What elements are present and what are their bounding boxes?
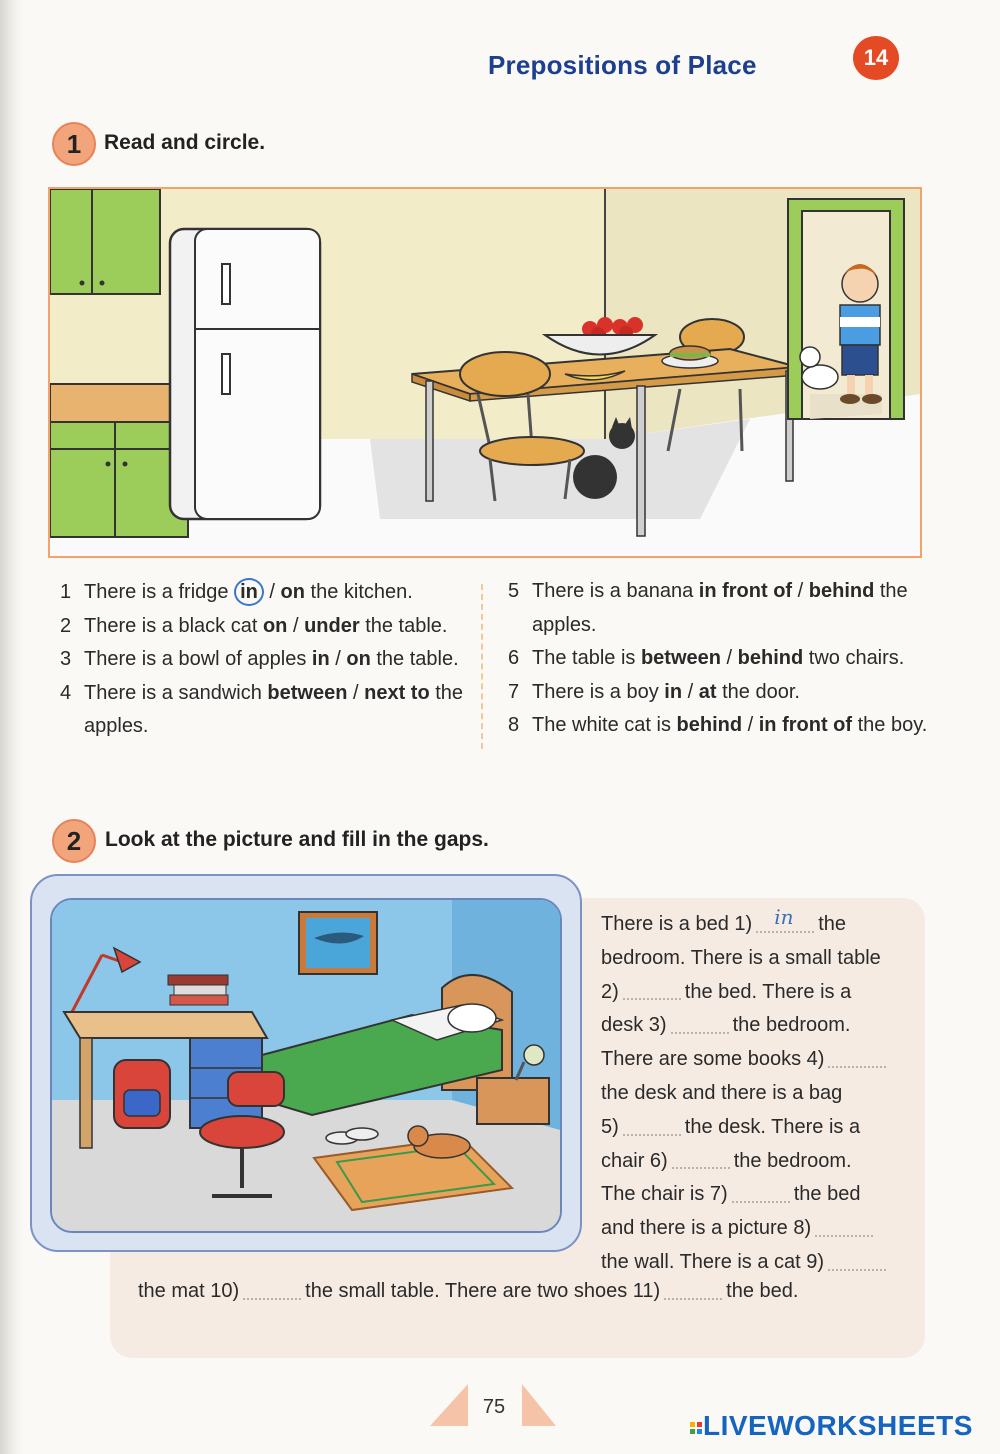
gap-line-1: There is a bed 1) in the <box>601 908 901 942</box>
exercise-1-item-5: 5 There is a banana in front of / behind the apples. <box>508 580 908 636</box>
exercise-1-item-4: 4 There is a sandwich between / next to the apples. <box>60 681 464 737</box>
option-1[interactable]: on <box>262 614 288 637</box>
page-title: Prepositions of Place <box>488 50 757 80</box>
option-1[interactable]: between <box>267 681 348 704</box>
gap-4[interactable] <box>828 1052 886 1068</box>
exercise-1-item-8: 8 The white cat is behind / in front of the boy. <box>508 714 928 736</box>
exercise-1-left-column <box>60 576 470 744</box>
option-2[interactable]: at <box>698 680 717 703</box>
gap-line-4: desk 3) the bedroom. <box>601 1014 851 1037</box>
gap-line-8: chair 6) the bedroom. <box>601 1149 852 1172</box>
gap-line-10: and there is a picture 8) <box>601 1212 901 1246</box>
option-1[interactable]: in front of <box>698 580 793 602</box>
option-2[interactable]: in front of <box>758 714 853 736</box>
option-2[interactable]: under <box>304 614 360 637</box>
option-1[interactable]: in <box>311 648 330 670</box>
option-2[interactable]: behind <box>808 580 875 602</box>
exercise-1-instruction: Read and circle. <box>104 131 266 154</box>
exercise-2-number: 2 <box>52 819 96 863</box>
gap-line-11: the wall. There is a cat 9) <box>601 1246 901 1280</box>
exercise-1-number: 1 <box>52 122 96 166</box>
page-tab-right <box>522 1384 556 1426</box>
gap-2[interactable] <box>623 984 681 1000</box>
page-tab-left <box>430 1384 468 1426</box>
gap-line-12: the mat 10) the small table. There are two shoes 11) the bed. <box>138 1280 799 1302</box>
gap-9[interactable] <box>828 1255 886 1271</box>
option-1[interactable]: in <box>664 680 683 703</box>
gap-5[interactable] <box>623 1120 681 1136</box>
gap-line-3: 2) the bed. There is a <box>601 980 852 1003</box>
exercise-1-right-column <box>508 575 938 743</box>
liveworksheets-logo: LIVEWORKSHEETS <box>690 1410 973 1442</box>
option-2[interactable]: behind <box>737 647 804 669</box>
gap-6[interactable] <box>672 1153 730 1169</box>
exercise-2-text <box>601 904 901 1280</box>
exercise-1-item-1: 1 There is a fridge in / on the kitchen. <box>60 576 470 610</box>
item-number: 1 <box>60 581 72 603</box>
option-1[interactable]: behind <box>676 714 743 736</box>
option-circled[interactable]: in <box>234 578 264 606</box>
exercise-1-item-3: 3 There is a bowl of apples in / on the table. <box>60 648 459 670</box>
column-divider <box>481 584 483 749</box>
gap-3[interactable] <box>671 1018 729 1034</box>
gap-line-2: bedroom. There is a small table <box>601 946 881 969</box>
unit-number-badge: 14 <box>853 36 899 80</box>
option-1[interactable]: between <box>640 647 721 669</box>
exercise-1-item-7: 7 There is a boy in / at the door. <box>508 680 800 703</box>
exercise-1-item-6: 6 The table is between / behind two chairs. <box>508 647 905 669</box>
gap-11[interactable] <box>664 1284 722 1300</box>
option-2[interactable]: on <box>346 648 371 670</box>
exercise-1-item-2: 2 There is a black cat on / under the table. <box>60 614 448 637</box>
option-2[interactable]: next to <box>364 681 430 704</box>
book-spine-shadow <box>0 0 22 1454</box>
kitchen-illustration <box>48 187 922 558</box>
gap-7[interactable] <box>732 1187 790 1203</box>
gap-8[interactable] <box>815 1221 873 1237</box>
gap-line-6: the desk and there is a bag <box>601 1081 843 1104</box>
option-2[interactable]: on <box>280 581 305 603</box>
bedroom-illustration <box>50 898 562 1233</box>
page-number: 75 <box>482 1396 506 1418</box>
gap-line-7: 5) the desk. There is a <box>601 1115 861 1138</box>
gap-10[interactable] <box>243 1284 301 1300</box>
exercise-2-instruction: Look at the picture and fill in the gaps. <box>105 828 489 851</box>
gap-line-9: The chair is 7) the bed <box>601 1183 861 1206</box>
gap-line-5: There are some books 4) <box>601 1043 901 1077</box>
gap-1[interactable] <box>756 904 814 933</box>
logo-squares-icon <box>690 1422 702 1434</box>
answer-1: in <box>774 904 794 929</box>
